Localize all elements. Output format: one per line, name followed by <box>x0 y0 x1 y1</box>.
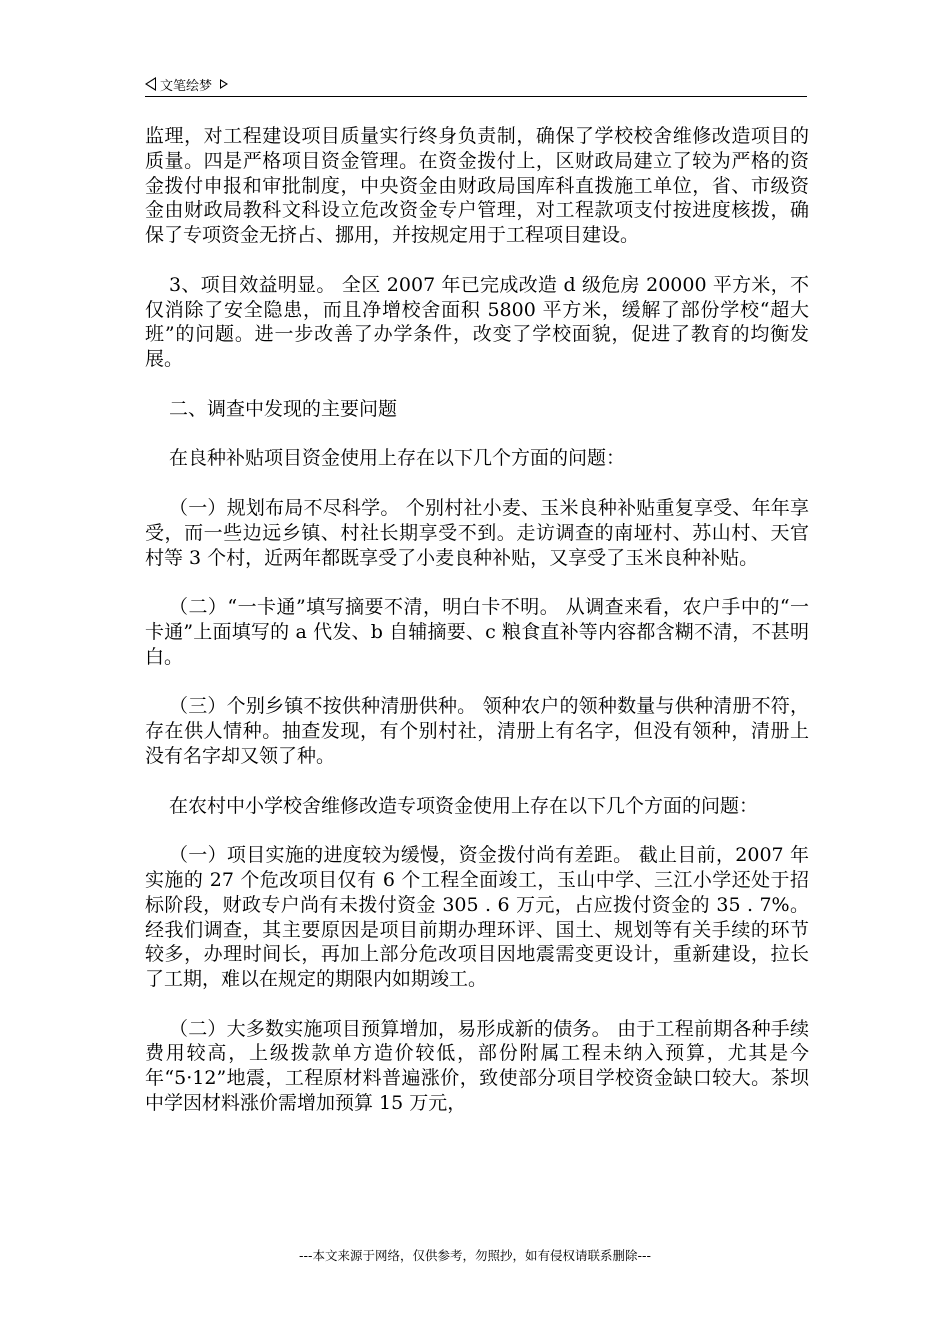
paragraph: 在农村中小学校舍维修改造专项资金使用上存在以下几个方面的问题： <box>169 794 759 817</box>
paragraph: 在良种补贴项目资金使用上存在以下几个方面的问题： <box>169 447 626 470</box>
paragraph: 3、项目效益明显。 全区 2007 年已完成改造 d 级危房 20000 平方米，不仅消除了安全隐患，而且净增校舍面积 5800 平方米，缓解了部份学校“超大班”的问题。进一步改善了办学条件，改变了学校面貌，促进了教育的均衡发展。 <box>145 273 809 371</box>
page-footer: ---本文来源于网络，仅供参考，勿照抄，如有侵权请联系删除--- <box>298 1248 652 1263</box>
document-body <box>145 124 809 1116</box>
triangle-left-icon <box>145 77 156 91</box>
header-title: 文笔绘梦 <box>160 78 213 94</box>
paragraph: （一）规划布局不尽科学。 个别村社小麦、玉米良种补贴重复享受、年年享受，而一些边远乡镇、村社长期享受不到。走访调查的南垭村、苏山村、天官村等 3 个村，近两年都既享受了小麦良种补贴，又享受了玉米良种补贴。 <box>145 496 809 569</box>
triangle-right-icon <box>220 79 228 89</box>
paragraph: （二）大多数实施项目预算增加，易形成新的债务。 由于工程前期各种手续费用较高，上级拨款单方造价较低，部份附属工程未纳入预算，尤其是今年“5·12”地震，工程原材料普遍涨价，致使部分项目学校资金缺口较大。茶坝中学因材料涨价需增加预算 15 万元， <box>145 1017 809 1115</box>
paragraph: （三）个别乡镇不按供种清册供种。 领种农户的领种数量与供种清册不符，存在供人情种。抽查发现，有个别村社，清册上有名字，但没有领种，清册上没有名字却又领了种。 <box>145 695 809 767</box>
paragraph: （一）项目实施的进度较为缓慢，资金拨付尚有差距。 截止目前，2007 年实施的 27 个危改项目仅有 6 个工程全面竣工，玉山中学、三江小学还处于招标阶段，财政专户尚有未拨付资金 305 . 6 万元，占应拨付资金的 35 . 7%。经我们调查，其主要原因是项目前期办理环评、国土、规划等有关手续的环节较多，办理时间长，再加上部分危改项目因地震需变更设计，重新建设，拉长了工期，难以在规定的期限内如期竣工。 <box>145 844 809 991</box>
paragraph: （二）“一卡通”填写摘要不清，明白卡不明。 从调查来看，农户手中的“一卡通”上面填写的 a 代发、b 自辅摘要、c 粮食直补等内容都含糊不清，不甚明白。 <box>145 596 809 668</box>
paragraph: 监理，对工程建设项目质量实行终身负责制，确保了学校校舍维修改造项目的质量。四是严格项目资金管理。在资金拨付上，区财政局建立了较为严格的资金拨付申报和审批制度，中央资金由财政局国库科直拨施工单位，省、市级资金由财政局教科文科设立危改资金专户管理，对工程款项支付按进度核拨，确保了专项资金无挤占、挪用，并按规定用于工程项目建设。 <box>145 125 809 247</box>
section-heading: 二、调查中发现的主要问题 <box>169 397 398 420</box>
page-header <box>145 74 807 97</box>
